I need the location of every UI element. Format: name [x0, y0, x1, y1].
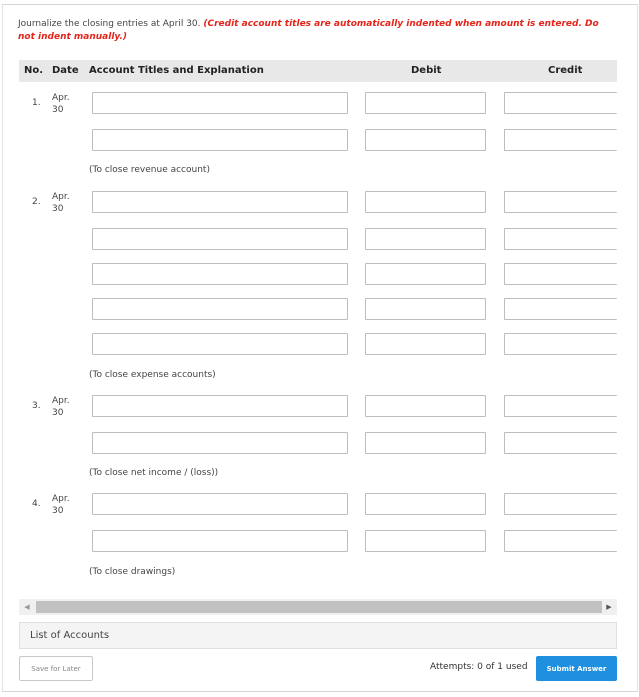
entry-number: 2.	[32, 197, 41, 207]
account-title-input[interactable]	[92, 191, 348, 213]
credit-input[interactable]	[504, 395, 617, 417]
header-date: Date	[52, 65, 79, 76]
entry-date-day: 30	[52, 408, 64, 418]
arrow-left-icon[interactable]: ◀	[24, 603, 30, 611]
entry-date-day: 30	[52, 105, 64, 115]
entry-number: 1.	[32, 98, 41, 108]
entry-date	[52, 395, 82, 419]
credit-input[interactable]	[504, 228, 617, 250]
account-title-input[interactable]	[92, 530, 348, 552]
credit-input[interactable]	[504, 263, 617, 285]
list-of-accounts-toggle[interactable]	[19, 622, 617, 649]
entry-explanation: (To close drawings)	[89, 567, 176, 577]
table-row	[0, 263, 639, 287]
table-row	[0, 395, 639, 419]
account-title-input[interactable]	[92, 228, 348, 250]
account-title-input[interactable]	[92, 395, 348, 417]
save-for-later-button[interactable]: Save for Later	[19, 656, 93, 681]
debit-input[interactable]	[365, 191, 486, 213]
scrollbar-thumb[interactable]	[36, 601, 602, 613]
account-title-input[interactable]	[92, 432, 348, 454]
table-header	[19, 60, 617, 82]
horizontal-scrollbar[interactable]	[19, 599, 617, 615]
submit-answer-button[interactable]: Submit Answer	[536, 656, 617, 681]
instructions-note: (Credit account titles are automatically indented when amount is entered. Do not indent manually.)	[18, 19, 599, 42]
table-row	[0, 493, 639, 517]
credit-input[interactable]	[504, 530, 617, 552]
credit-input[interactable]	[504, 92, 617, 114]
table-row	[0, 333, 639, 357]
debit-input[interactable]	[365, 92, 486, 114]
account-title-input[interactable]	[92, 333, 348, 355]
debit-input[interactable]	[365, 530, 486, 552]
debit-input[interactable]	[365, 395, 486, 417]
entry-date-month: Apr.	[52, 192, 70, 202]
credit-input[interactable]	[504, 129, 617, 151]
list-of-accounts-label: List of Accounts	[30, 630, 110, 641]
debit-input[interactable]	[365, 129, 486, 151]
table-row	[0, 191, 639, 215]
entry-date	[52, 92, 82, 116]
entry-explanation: (To close expense accounts)	[89, 370, 216, 380]
debit-input[interactable]	[365, 432, 486, 454]
instructions	[18, 18, 618, 44]
entry-date-day: 30	[52, 506, 64, 516]
debit-input[interactable]	[365, 333, 486, 355]
header-debit: Debit	[411, 65, 442, 76]
entry-number: 4.	[32, 499, 41, 509]
credit-input[interactable]	[504, 333, 617, 355]
table-row	[0, 129, 639, 153]
entry-date	[52, 191, 82, 215]
instructions-text: Journalize the closing entries at April 30.	[18, 19, 201, 29]
entry-date-month: Apr.	[52, 494, 70, 504]
table-row	[0, 92, 639, 116]
debit-input[interactable]	[365, 228, 486, 250]
entry-date-day: 30	[52, 204, 64, 214]
entry-number: 3.	[32, 401, 41, 411]
header-account: Account Titles and Explanation	[89, 65, 264, 76]
debit-input[interactable]	[365, 263, 486, 285]
account-title-input[interactable]	[92, 298, 348, 320]
account-title-input[interactable]	[92, 129, 348, 151]
header-no: No.	[24, 65, 44, 76]
arrow-right-icon[interactable]: ▶	[606, 603, 612, 611]
table-row	[0, 530, 639, 554]
entry-date-month: Apr.	[52, 93, 70, 103]
credit-input[interactable]	[504, 298, 617, 320]
table-row	[0, 228, 639, 252]
entry-date-month: Apr.	[52, 396, 70, 406]
account-title-input[interactable]	[92, 263, 348, 285]
table-row	[0, 432, 639, 456]
entry-date	[52, 493, 82, 517]
attempts-counter: Attempts: 0 of 1 used	[430, 662, 528, 672]
table-row	[0, 298, 639, 322]
account-title-input[interactable]	[92, 92, 348, 114]
entry-explanation: (To close revenue account)	[89, 165, 210, 175]
credit-input[interactable]	[504, 191, 617, 213]
credit-input[interactable]	[504, 432, 617, 454]
credit-input[interactable]	[504, 493, 617, 515]
account-title-input[interactable]	[92, 493, 348, 515]
debit-input[interactable]	[365, 493, 486, 515]
entry-explanation: (To close net income / (loss))	[89, 468, 219, 478]
debit-input[interactable]	[365, 298, 486, 320]
header-credit: Credit	[548, 65, 583, 76]
